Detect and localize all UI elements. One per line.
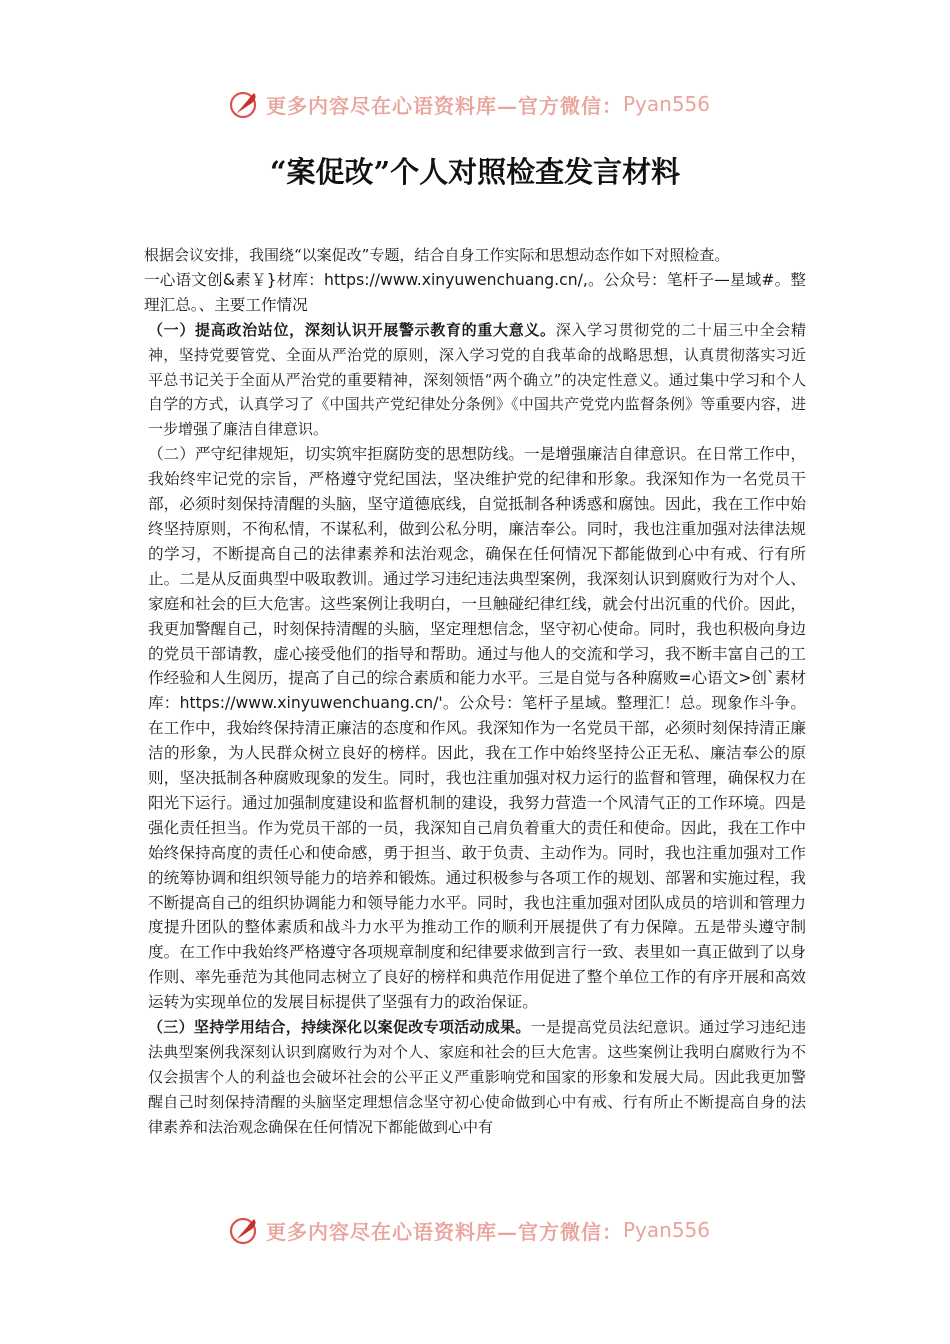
watermark-paragraph: 一心语文创&素￥}材库：https://www.xinyuwenchuang.cn/,。公众号：笔杆子—星域#。整理汇总。、主要工作情况 xyxy=(144,270,806,314)
section-2-paragraph: （二）严守纪律规矩，切实筑牢拒腐防变的思想防线。一是增强廉洁自律意识。在日常工作中，我始终牢记党的宗旨，严格遵守党纪国法，坚决维护党的纪律和形象。我深知作为一名党员干部，必须时刻保持清醒的头脑，坚守道德底线，自觉抵制各种诱惑和腐蚀。因此，我在工作中始终坚持原则，不徇私情，不谋私利，做到公私分明，廉洁奉公。同时，我也注重加强对法律法规的学习，不断提高自己的法律素养和法治观念，确保在任何情况下都能做到心中有戒、行有所止。二是从反面典型中吸取教训。通过学习违纪违法典型案例，我深刻认识到腐败行为对个人、家庭和社会的巨大危害。这些案例让我明白，一旦触碰纪律红线，就会付出沉重的代价。因此，我更加警醒自己，时刻保持清醒的头脑，坚定理想信念，坚守初心使命。同时，我也积极向身边的党员干部请教，虚心接受他们的指导和帮助。通过与他人的交流和学习，我不断丰富自己的工作经验和人生阅历，提高了自己的综合素质和能力水平。三是自觉与各种腐败=心语文>创`素材库：https://www.xinyuwenchuang.cn/'。公众号：笔杆子星域。整理汇！总。现象作斗争。在工作中，我始终保持清正廉洁的态度和作风。我深知作为一名党员干部，必须时刻保持清正廉洁的形象，为人民群众树立良好的榜样。因此，我在工作中始终坚持公正无私、廉洁奉公的原则，坚决抵制各种腐败现象的发生。同时，我也注重加强对权力运行的监督和管理，确保权力在阳光下运行。通过加强制度建设和监督机制的建设，我努力营造一个风清气正的工作环境。四是强化责任担当。作为党员干部的一员，我深知自己肩负着重大的责任和使命。因此，我在工作中始终保持高度的责任心和使命感，勇于担当、敢于负责、主动作为。同时，我也注重加强对工作的统筹协调和组织领导能力的培养和锻炼。通过积极参与各项工作的规划、部署和实施过程，我不断提高自己的组织协调能力和领导能力水平。同时，我也注重加强对团队成员的培训和管理力度提升团队的整体素质和战斗力水平为推动工作的顺利开展提供了有力保障。五是带头遵守制度。在工作中我始终严格遵守各项规章制度和纪律要求做到言行一致、表里如一真正做到了以身作则、率先垂范为其他同志树立了良好的榜样和典范作用促进了整个单位工作的有序开展和高效运转为实现单位的发展目标提供了坚强有力的政治保证。 xyxy=(148,445,806,1012)
document-title: “案促改”个人对照检查发言材料 xyxy=(269,155,681,189)
section-3-paragraph xyxy=(144,1015,806,1140)
intro-paragraph: 根据会议安排，我围绕“以案促改”专题，结合自身工作实际和思想动态作如下对照检查。 xyxy=(144,246,730,264)
section-3-heading: （三）坚持学用结合，持续深化以案促改专项活动成果。 xyxy=(148,1018,531,1037)
banner-text: 更多内容尽在心语资料库—官方微信： xyxy=(266,93,623,118)
quill-logo-icon xyxy=(228,87,262,121)
banner-text: 更多内容尽在心语资料库—官方微信： xyxy=(266,1219,623,1244)
quill-logo-icon xyxy=(228,1213,262,1247)
section-1-heading: （一）提高政治站位，深刻认识开展警示教育的重大意义。 xyxy=(148,320,556,339)
banner-wechat-id: Pyan556 xyxy=(623,92,711,116)
section-3-body: 一是提高党员法纪意识。通过学习违纪违法典型案例我深刻认识到腐败行为对个人、家庭和社会的巨大危害。这些案例让我明白腐败行为不仅会损害个人的利益也会破坏社会的公平正义严重影响党和国家的形象和发展大局。因此我更加警醒自己时刻保持清醒的头脑坚定理想信念坚守初心使命做到心中有戒、行有所止不断提高自身的法律素养和法治观念确保在任何情况下都能做到心中有 xyxy=(148,1018,806,1136)
banner-wechat-id: Pyan556 xyxy=(623,1218,711,1242)
header-banner xyxy=(228,87,710,121)
footer-banner xyxy=(228,1213,710,1247)
section-1-body: 深入学习贯彻党的二十届三中全会精神，坚持党要管党、全面从严治党的原则，深入学习党的自我革命的战略思想，认真贯彻落实习近平总书记关于全面从严治党的重要精神，深刻领悟“两个确立”的决定性意义。通过集中学习和个人自学的方式，认真学习了《中国共产党纪律处分条例》《中国共产党党内监督条例》等重要内容，进一步增强了廉洁自律意识。 xyxy=(148,320,806,439)
section-1-paragraph xyxy=(144,318,806,443)
document-body xyxy=(144,243,806,1140)
